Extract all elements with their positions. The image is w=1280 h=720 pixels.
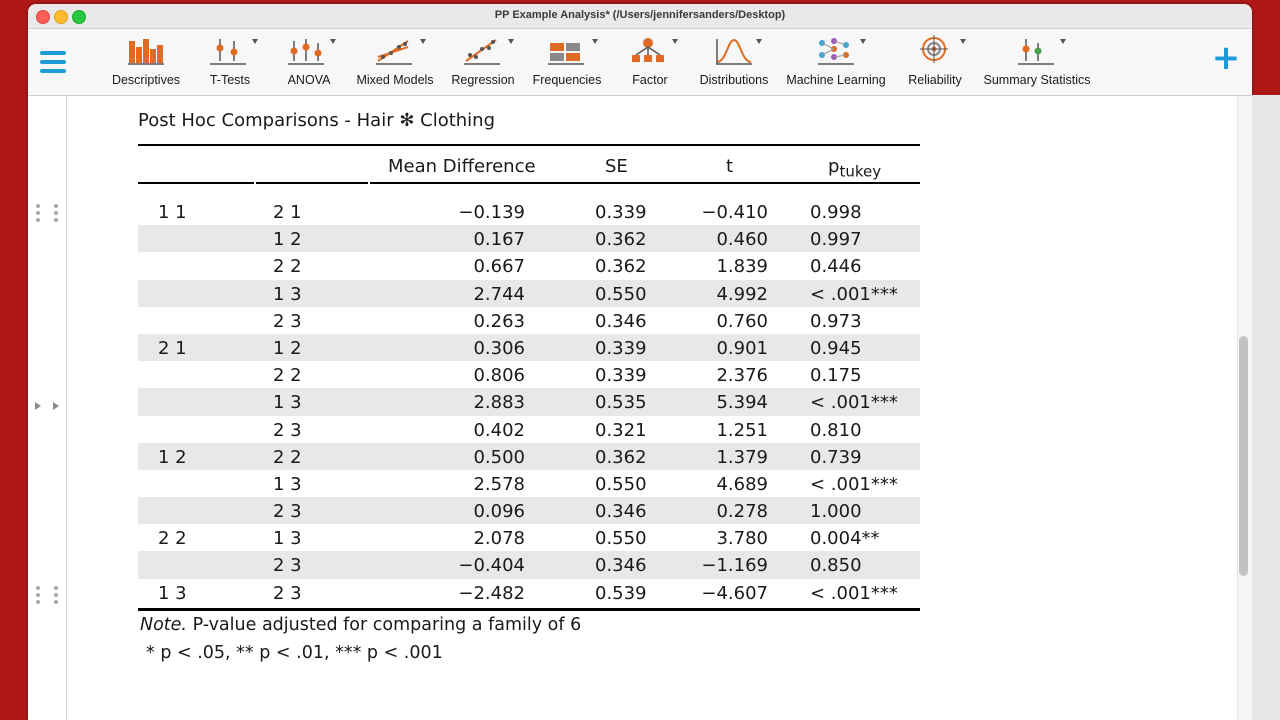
- t-cell: 3.780: [716, 528, 768, 550]
- group-1-cell: 1 2: [158, 446, 187, 468]
- group-2-cell: 1 3: [273, 283, 302, 305]
- p-tukey-cell: 0.810: [810, 419, 862, 441]
- p-tukey-cell: 0.446: [810, 256, 862, 278]
- mean-difference-cell: 0.806: [473, 365, 525, 387]
- mixed-models-icon: [374, 35, 414, 69]
- module-mixed-models[interactable]: [354, 35, 436, 93]
- mean-difference-cell: 0.500: [473, 446, 525, 468]
- se-cell: 0.550: [595, 473, 647, 495]
- plus-icon[interactable]: +: [1211, 38, 1241, 78]
- t-cell: 0.460: [716, 229, 768, 251]
- t-cell: 2.376: [716, 365, 768, 387]
- mean-difference-cell: 2.883: [473, 392, 525, 414]
- p-tukey-cell: 0.850: [810, 555, 862, 577]
- background-window-edge: [1252, 95, 1280, 720]
- chevron-down-icon: [592, 39, 598, 44]
- window-title: PP Example Analysis* (/Users/jennifersanders/Desktop): [494, 9, 786, 21]
- group-2-cell: 2 1: [273, 202, 302, 223]
- group-2-cell: 2 2: [273, 365, 302, 387]
- t-cell: 1.839: [716, 256, 768, 278]
- chevron-down-icon: [756, 39, 762, 44]
- module-distributions[interactable]: [696, 35, 772, 93]
- module-reliability[interactable]: [902, 35, 968, 93]
- t-cell: 4.992: [716, 283, 768, 305]
- group-1-cell: 2 2: [158, 528, 187, 550]
- title-bar: [28, 4, 1252, 29]
- t-cell: 0.901: [716, 337, 768, 359]
- t-cell: −1.169: [701, 555, 768, 577]
- note-label: Note.: [140, 615, 187, 635]
- table-body: [138, 198, 920, 606]
- table-row: [138, 225, 920, 252]
- t-cell: 0.760: [716, 310, 768, 332]
- table-row: [138, 551, 920, 578]
- table-title: Post Hoc Comparisons - Hair ✻ Clothing: [138, 110, 496, 131]
- p-tukey-cell: < .001***: [810, 392, 898, 414]
- app-window: [28, 4, 1252, 720]
- mean-difference-cell: 0.096: [473, 501, 525, 523]
- group-2-cell: 2 3: [273, 419, 302, 441]
- module-machine-learning[interactable]: [786, 35, 886, 93]
- module-label: Regression: [451, 73, 515, 87]
- se-cell: 0.362: [595, 446, 647, 468]
- module-label: T-Tests: [209, 73, 251, 87]
- post-hoc-table: [138, 144, 920, 611]
- header-p: p: [828, 156, 840, 177]
- module-frequencies[interactable]: [530, 35, 604, 93]
- drag-handle-icon[interactable]: [33, 204, 59, 228]
- header-p-subscript: tukey: [839, 162, 882, 181]
- table-row: [138, 198, 920, 225]
- se-cell: 0.535: [595, 392, 647, 414]
- group-2-cell: 1 3: [273, 528, 302, 550]
- chevron-down-icon: [508, 39, 514, 44]
- mean-difference-cell: −0.404: [458, 555, 525, 577]
- mean-difference-cell: 0.306: [473, 337, 525, 359]
- mean-difference-cell: 2.744: [473, 283, 525, 305]
- anova-icon: [286, 35, 326, 69]
- chevron-down-icon: [960, 39, 966, 44]
- t-cell: −4.607: [701, 582, 768, 604]
- p-tukey-cell: < .001***: [810, 283, 898, 305]
- table-row: [138, 524, 920, 551]
- chevron-down-icon: [1060, 39, 1066, 44]
- se-cell: 0.550: [595, 283, 647, 305]
- p-tukey-cell: 0.175: [810, 365, 862, 387]
- chevron-down-icon: [860, 39, 866, 44]
- group-1-cell: 1 1: [158, 202, 187, 223]
- p-tukey-cell: 0.998: [810, 202, 862, 223]
- p-tukey-cell: 0.973: [810, 310, 862, 332]
- header-t: t: [726, 156, 734, 177]
- summary-statistics-icon: [1016, 35, 1056, 69]
- module-label: Descriptives: [111, 73, 181, 87]
- mean-difference-cell: 0.402: [473, 419, 525, 441]
- table-row: [138, 388, 920, 415]
- mean-difference-cell: −2.482: [458, 582, 525, 604]
- se-cell: 0.339: [595, 365, 647, 387]
- table-row: [138, 497, 920, 524]
- group-2-cell: 2 2: [273, 446, 302, 468]
- table-bottom-rule: [138, 608, 920, 611]
- factor-icon: [628, 35, 668, 69]
- se-cell: 0.550: [595, 528, 647, 550]
- group-2-cell: 2 3: [273, 310, 302, 332]
- module-label: Frequencies: [532, 73, 602, 87]
- chevron-down-icon: [672, 39, 678, 44]
- module-t-tests[interactable]: [200, 35, 260, 93]
- table-row: [138, 443, 920, 470]
- p-tukey-cell: 0.997: [810, 229, 862, 251]
- group-2-cell: 2 2: [273, 256, 302, 278]
- group-2-cell: 2 3: [273, 555, 302, 577]
- table-row: [138, 280, 920, 307]
- se-cell: 0.346: [595, 555, 647, 577]
- module-summary-statistics[interactable]: [982, 35, 1092, 93]
- regression-icon: [462, 35, 502, 69]
- t-cell: 4.689: [716, 473, 768, 495]
- group-2-cell: 2 3: [273, 501, 302, 523]
- mean-difference-cell: −0.139: [458, 202, 525, 223]
- frequencies-icon: [546, 35, 586, 69]
- se-cell: 0.339: [595, 202, 647, 223]
- distributions-icon: [714, 35, 754, 69]
- reliability-icon: [914, 35, 954, 69]
- module-toolbar: [28, 29, 1252, 96]
- table-row: [138, 252, 920, 279]
- module-label: Summary Statistics: [983, 73, 1091, 87]
- se-cell: 0.539: [595, 582, 647, 604]
- p-tukey-cell: 0.739: [810, 446, 862, 468]
- table-row: [138, 307, 920, 334]
- se-cell: 0.362: [595, 229, 647, 251]
- group-2-cell: 2 3: [273, 582, 302, 604]
- t-cell: 5.394: [716, 392, 768, 414]
- group-1-cell: 1 3: [158, 582, 187, 604]
- module-label: Distributions: [699, 73, 769, 87]
- mean-difference-cell: 0.167: [473, 229, 525, 251]
- mean-difference-cell: 0.263: [473, 310, 525, 332]
- group-2-cell: 1 3: [273, 392, 302, 414]
- p-tukey-cell: 0.004**: [810, 528, 880, 550]
- group-2-cell: 1 2: [273, 337, 302, 359]
- chevron-down-icon: [420, 39, 426, 44]
- table-header: [138, 144, 920, 184]
- drag-handle-icon[interactable]: [33, 586, 59, 610]
- significance-legend: * p < .05, ** p < .01, *** p < .001: [146, 643, 443, 663]
- group-1-cell: 2 1: [158, 337, 187, 359]
- expand-arrow-icon[interactable]: [35, 402, 41, 410]
- module-factor[interactable]: [626, 35, 674, 93]
- ttest-icon: [208, 35, 248, 69]
- table-row: [138, 470, 920, 497]
- module-label: Reliability: [908, 73, 962, 87]
- t-cell: 0.278: [716, 501, 768, 523]
- module-label: Mixed Models: [356, 73, 434, 87]
- results-pane: [28, 96, 1252, 720]
- module-regression[interactable]: [450, 35, 516, 93]
- se-cell: 0.346: [595, 310, 647, 332]
- table-row: [138, 579, 920, 606]
- panel-gutter: [28, 96, 67, 720]
- table-row: [138, 416, 920, 443]
- t-cell: 1.379: [716, 446, 768, 468]
- note-text: P-value adjusted for comparing a family of 6: [187, 615, 582, 635]
- table-row: [138, 361, 920, 388]
- p-tukey-cell: 0.945: [810, 337, 862, 359]
- group-2-cell: 1 2: [273, 229, 302, 251]
- mean-difference-cell: 2.078: [473, 528, 525, 550]
- p-tukey-cell: 1.000: [810, 501, 862, 523]
- header-se: SE: [605, 156, 628, 177]
- header-p-tukey: [828, 156, 881, 181]
- module-anova[interactable]: [280, 35, 338, 93]
- machine-learning-icon: [816, 35, 856, 69]
- module-label: Machine Learning: [786, 73, 886, 87]
- mean-difference-cell: 2.578: [473, 473, 525, 495]
- module-label: ANOVA: [287, 73, 331, 87]
- expand-arrow-icon[interactable]: [53, 402, 59, 410]
- p-tukey-cell: < .001***: [810, 582, 898, 604]
- table-note: [140, 615, 581, 635]
- bar-chart-icon: [126, 35, 166, 69]
- se-cell: 0.339: [595, 337, 647, 359]
- p-tukey-cell: < .001***: [810, 473, 898, 495]
- scrollbar-thumb[interactable]: [1239, 336, 1248, 576]
- chevron-down-icon: [252, 39, 258, 44]
- t-cell: −0.410: [701, 202, 768, 223]
- table-row: [138, 334, 920, 361]
- mean-difference-cell: 0.667: [473, 256, 525, 278]
- se-cell: 0.321: [595, 419, 647, 441]
- hamburger-menu-icon[interactable]: [40, 51, 66, 73]
- se-cell: 0.362: [595, 256, 647, 278]
- se-cell: 0.346: [595, 501, 647, 523]
- group-2-cell: 1 3: [273, 473, 302, 495]
- header-mean-difference: Mean Difference: [388, 156, 536, 177]
- chevron-down-icon: [330, 39, 336, 44]
- module-descriptives[interactable]: [108, 35, 184, 93]
- module-label: Factor: [632, 73, 668, 87]
- t-cell: 1.251: [716, 419, 768, 441]
